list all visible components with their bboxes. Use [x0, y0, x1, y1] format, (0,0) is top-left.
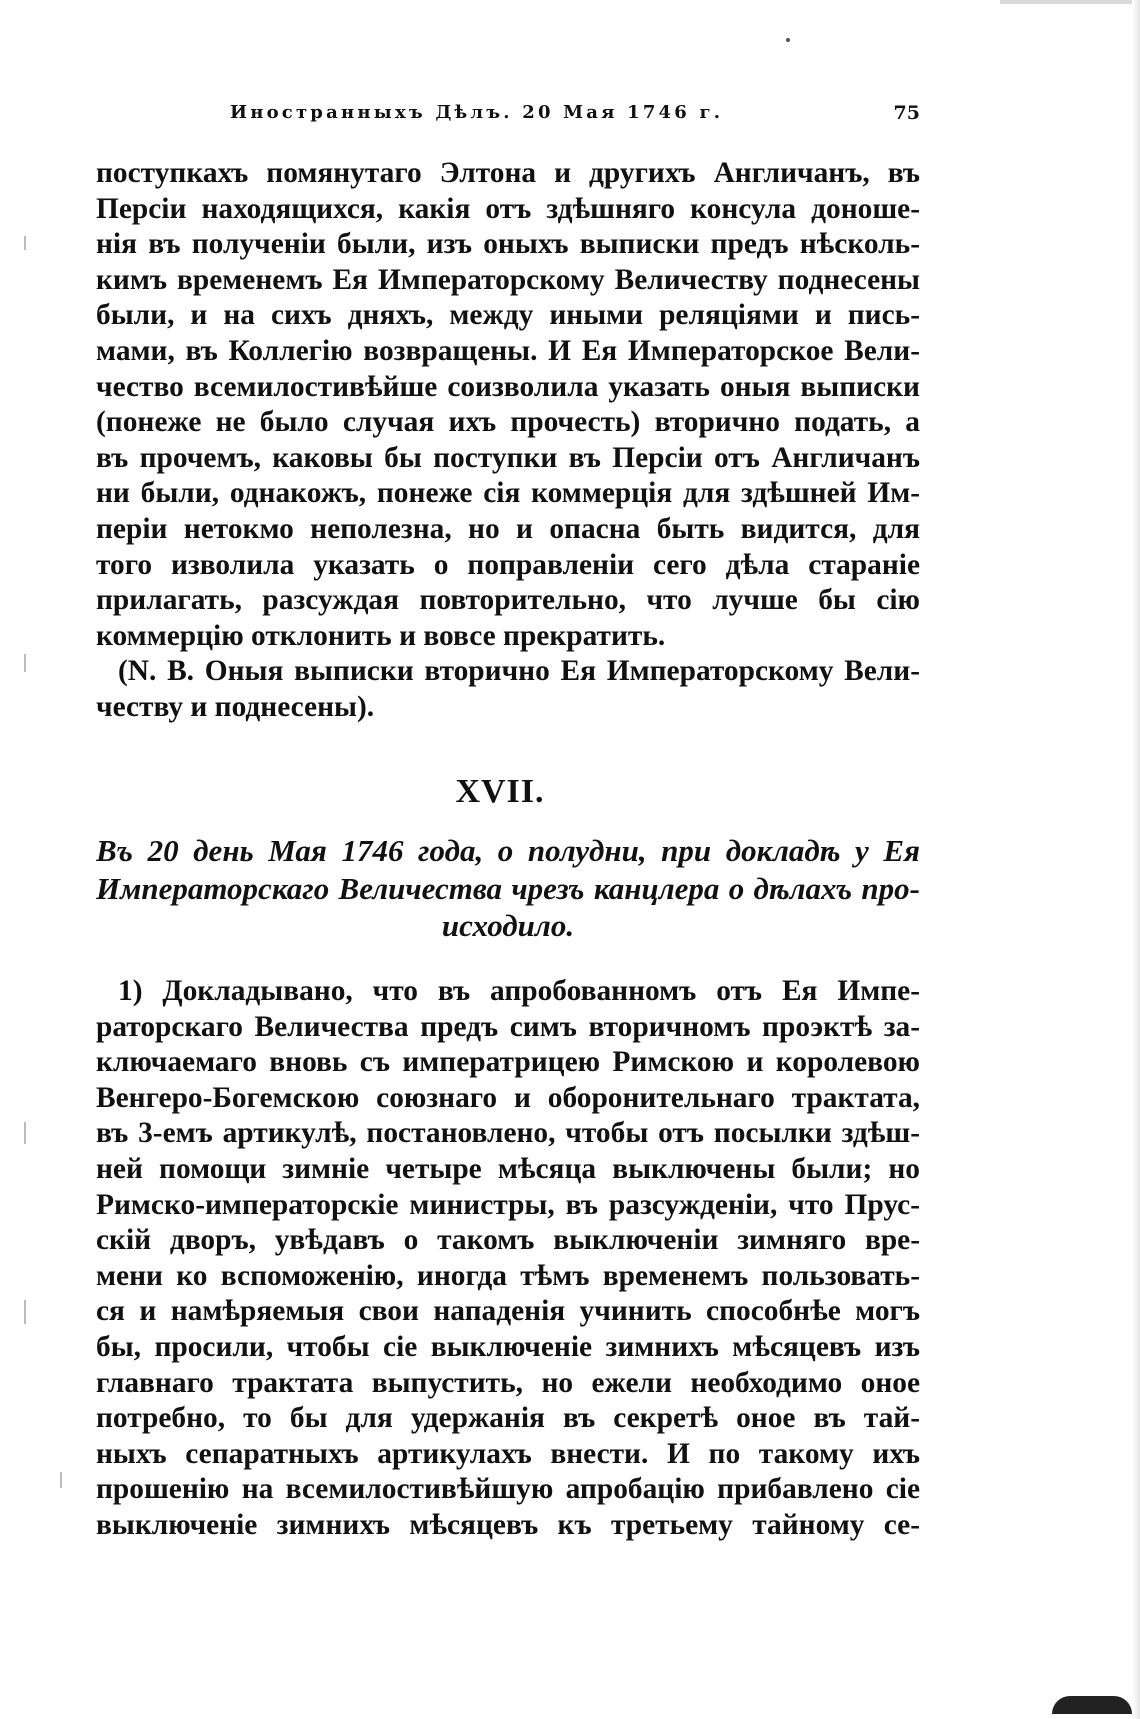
text-line: поступкахъ помянутаго Элтона и другихъ Англичанъ, въ	[96, 157, 920, 189]
margin-mark	[24, 236, 26, 250]
heading-line: Императорскаго Величества чрезъ канцлера о дѣлахъ про-	[96, 870, 920, 906]
text-line: бы, просили, чтобы сіе выключеніе зимнихъ мѣсяцевъ изъ	[96, 1330, 920, 1363]
running-title: Иностранныхъ Дѣлъ. 20 Мая 1746 г.	[230, 102, 724, 123]
text-line: 1) Докладывано, что въ апробованномъ отъ Ея Импе-	[118, 975, 920, 1007]
text-line: главнаго трактата выпустить, но ежели необходимо оное	[96, 1366, 920, 1399]
margin-mark	[24, 654, 26, 672]
text-line: прошенію на всемилостивѣйшую апробацію прибавлено сіе	[96, 1473, 920, 1506]
text-line: были, и на сихъ дняхъ, между иными реляціями и пись-	[96, 299, 920, 332]
text-line: раторскаго Величества предъ симъ вторичномъ проэктѣ за-	[96, 1010, 920, 1043]
text-line: періи нетокмо неполезна, но и опасна быть видится, для	[96, 512, 920, 545]
text-line: ключаемаго вновь съ императрицею Римскою и королевою	[96, 1046, 920, 1079]
text-line: коммерцію отклонить и вовсе прекратить.	[96, 619, 666, 652]
heading-line: Въ 20 день Мая 1746 года, о полудни, при докладѣ у Ея	[96, 833, 920, 868]
text-line: въ прочемъ, каковы бы поступки въ Персіи отъ Англичанъ	[96, 441, 920, 474]
text-line: мени ко вспоможенію, иногда тѣмъ временемъ пользовать-	[96, 1259, 920, 1292]
text-line: выключеніе зимнихъ мѣсяцевъ къ третьему тайному се-	[96, 1508, 920, 1541]
margin-mark	[60, 1472, 62, 1488]
page-edge	[1000, 0, 1140, 4]
print-speck	[786, 38, 790, 42]
heading-line: исходило.	[441, 908, 575, 943]
margin-mark	[24, 1300, 26, 1324]
paragraph-continued	[96, 156, 920, 654]
paragraph-item-1	[96, 974, 920, 1544]
nota-bene-note	[96, 654, 920, 725]
margin-mark	[24, 1122, 26, 1144]
text-line: ни были, однакожъ, понеже сія коммерція для здѣшней Им-	[96, 477, 920, 510]
text-line: мами, въ Коллегію возвращены. И Ея Императорское Вели-	[96, 334, 920, 367]
text-line: въ 3-емъ артикулѣ, постановлено, чтобы отъ посылки здѣш-	[96, 1117, 920, 1150]
text-line: (понеже не было случая ихъ прочесть) вторично подать, а	[96, 406, 920, 439]
page-number: 75	[893, 102, 920, 124]
text-line: ныхъ сепаратныхъ артикулахъ внести. И по такому ихъ	[96, 1437, 920, 1470]
text-line: Римско-императорскіе министры, въ разсужденіи, что Прус-	[96, 1188, 920, 1221]
text-line: кимъ временемъ Ея Императорскому Величеству поднесены	[96, 263, 920, 296]
text-line: прилагать, разсуждая повторительно, что лучше бы сію	[96, 584, 920, 617]
text-line: Персіи находящихся, какія отъ здѣшняго консула доноше-	[96, 192, 920, 225]
text-line: того изволила указать о поправленіи сего дѣла стараніе	[96, 548, 920, 581]
text-line: честву и поднесены).	[96, 690, 375, 723]
section-number: XVII.	[455, 773, 545, 810]
text-line: Венгеро-Богемскою союзнаго и оборонительнаго трактата,	[96, 1081, 920, 1114]
text-line: ней помощи зимніе четыре мѣсяца выключены были; но	[96, 1152, 920, 1185]
text-line: нія въ полученіи были, изъ оныхъ выписки предъ нѣсколь-	[96, 228, 920, 261]
running-head	[230, 102, 920, 136]
page-edge-shadow	[1132, 0, 1140, 1719]
text-line: потребно, то бы для удержанія въ секретѣ оное въ тай-	[96, 1402, 920, 1435]
text-line: ся и намѣряемыя свои нападенія учинить способнѣе могъ	[96, 1295, 920, 1328]
text-line: скій дворъ, увѣдавъ о такомъ выключеніи зимняго вре-	[96, 1224, 920, 1257]
scan-smudge	[1052, 1696, 1132, 1714]
text-line: чество всемилостивѣйше соизволила указать оныя выписки	[96, 370, 920, 403]
section-heading	[96, 832, 920, 945]
text-line: (N. B. Оныя выписки вторично Ея Императорскому Вели-	[118, 655, 920, 687]
